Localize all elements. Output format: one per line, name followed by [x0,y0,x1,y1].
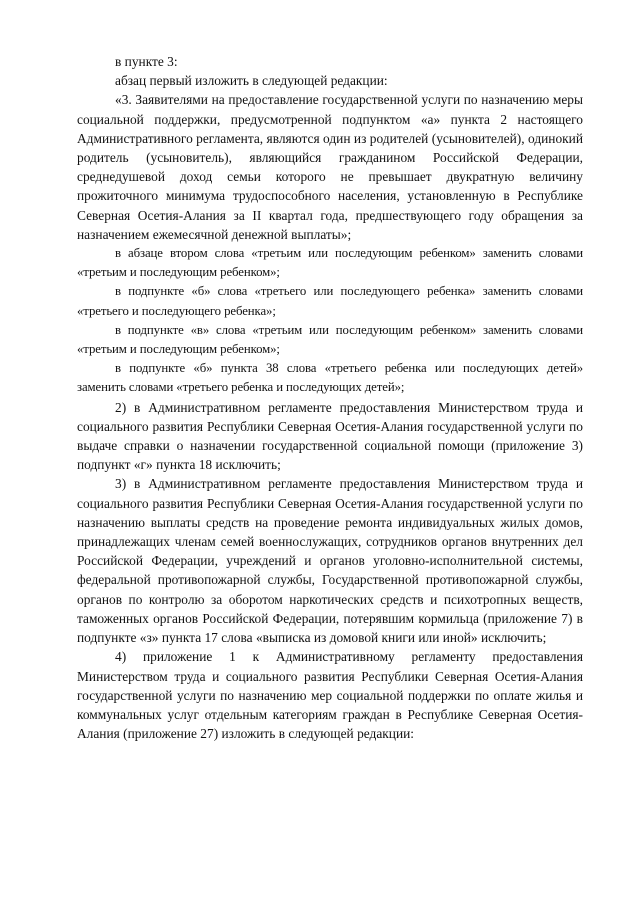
paragraph-point-38: в подпункте «б» пункта 38 слова «третьего ребенка или последующих детей» заменить словами «третьего ребенка и последующих детей»; [77,361,583,395]
paragraph-item-3: 3) в Административном регламенте предоставления Министерством труда и социального развития Республики Северная Осетия-Алания государственной услуги по назначению выплаты средств на проведение ремонта индивидуальных жилых домов, принадлежащих членам семей военнослужащих, сотрудников органов внутренних дел Российской Федерации, учреждений и органов уголовно-исполнительной системы, федеральной противопожарной службы, Государственной противопожарной службы, органов по контролю за оборотом наркотических средств и психотропных веществ, таможенных органов Российской Федерации, потерявшим кормильца (приложение 7) в подпункте «з» пункта 17 слова «выписка из домовой книги или иной» исключить; [77,476,583,646]
paragraph-subpoint-v: в подпункте «в» слова «третьим или последующим ребенком» заменить словами «третьим и последующим ребенком»; [77,322,583,357]
paragraph-abzac-second: в абзаце втором слова «третьим или последующим ребенком» заменить словами «третьим и последующим ребенком»; [77,246,583,280]
paragraph-subpoint-b: в подпункте «б» слова «третьего или последующего ребенка» заменить словами «третьего и последующего ребенка»; [77,284,583,318]
paragraph-item-2: 2) в Административном регламенте предоставления Министерством труда и социального развития Республики Северная Осетия-Алания государственной услуги по выдаче справки о назначении государственной социальной помощи (приложение 3) подпункт «г» пункта 18 исключить; [77,399,583,473]
paragraph-item-4: 4) приложение 1 к Административному регламенту предоставления Министерством труда и социального развития Республики Северная Осетия-Алания государственной услуги по назначению мер социальной поддержки по оплате жилья и коммунальных услуг отдельным категориям граждан в Республике Северная Осетия-Алания (приложение 27) изложить в следующей редакции: [77,649,583,742]
paragraph-first-abzac: абзац первый изложить в следующей редакции: [115,73,388,89]
paragraph-point-3-intro: в пункте 3: [115,54,178,69]
document-page [77,52,583,743]
paragraph-quoted-point-3: «3. Заявителями на предоставление государственной услуги по назначению меры социальной поддержки, предусмотренной подпунктом «а» пункта 2 настоящего Административного регламента, являются один из родителей (усыновителей), одинокий родитель (усыновитель), являющийся гражданином Российской Федерации, среднедушевой доход семьи которого не превышает двукратную величину прожиточного минимума трудоспособного населения, установленную в Республике Северная Осетия-Алания за II квартал года, предшествующего году обращения за назначением ежемесячной денежной выплаты»; [77,92,583,242]
